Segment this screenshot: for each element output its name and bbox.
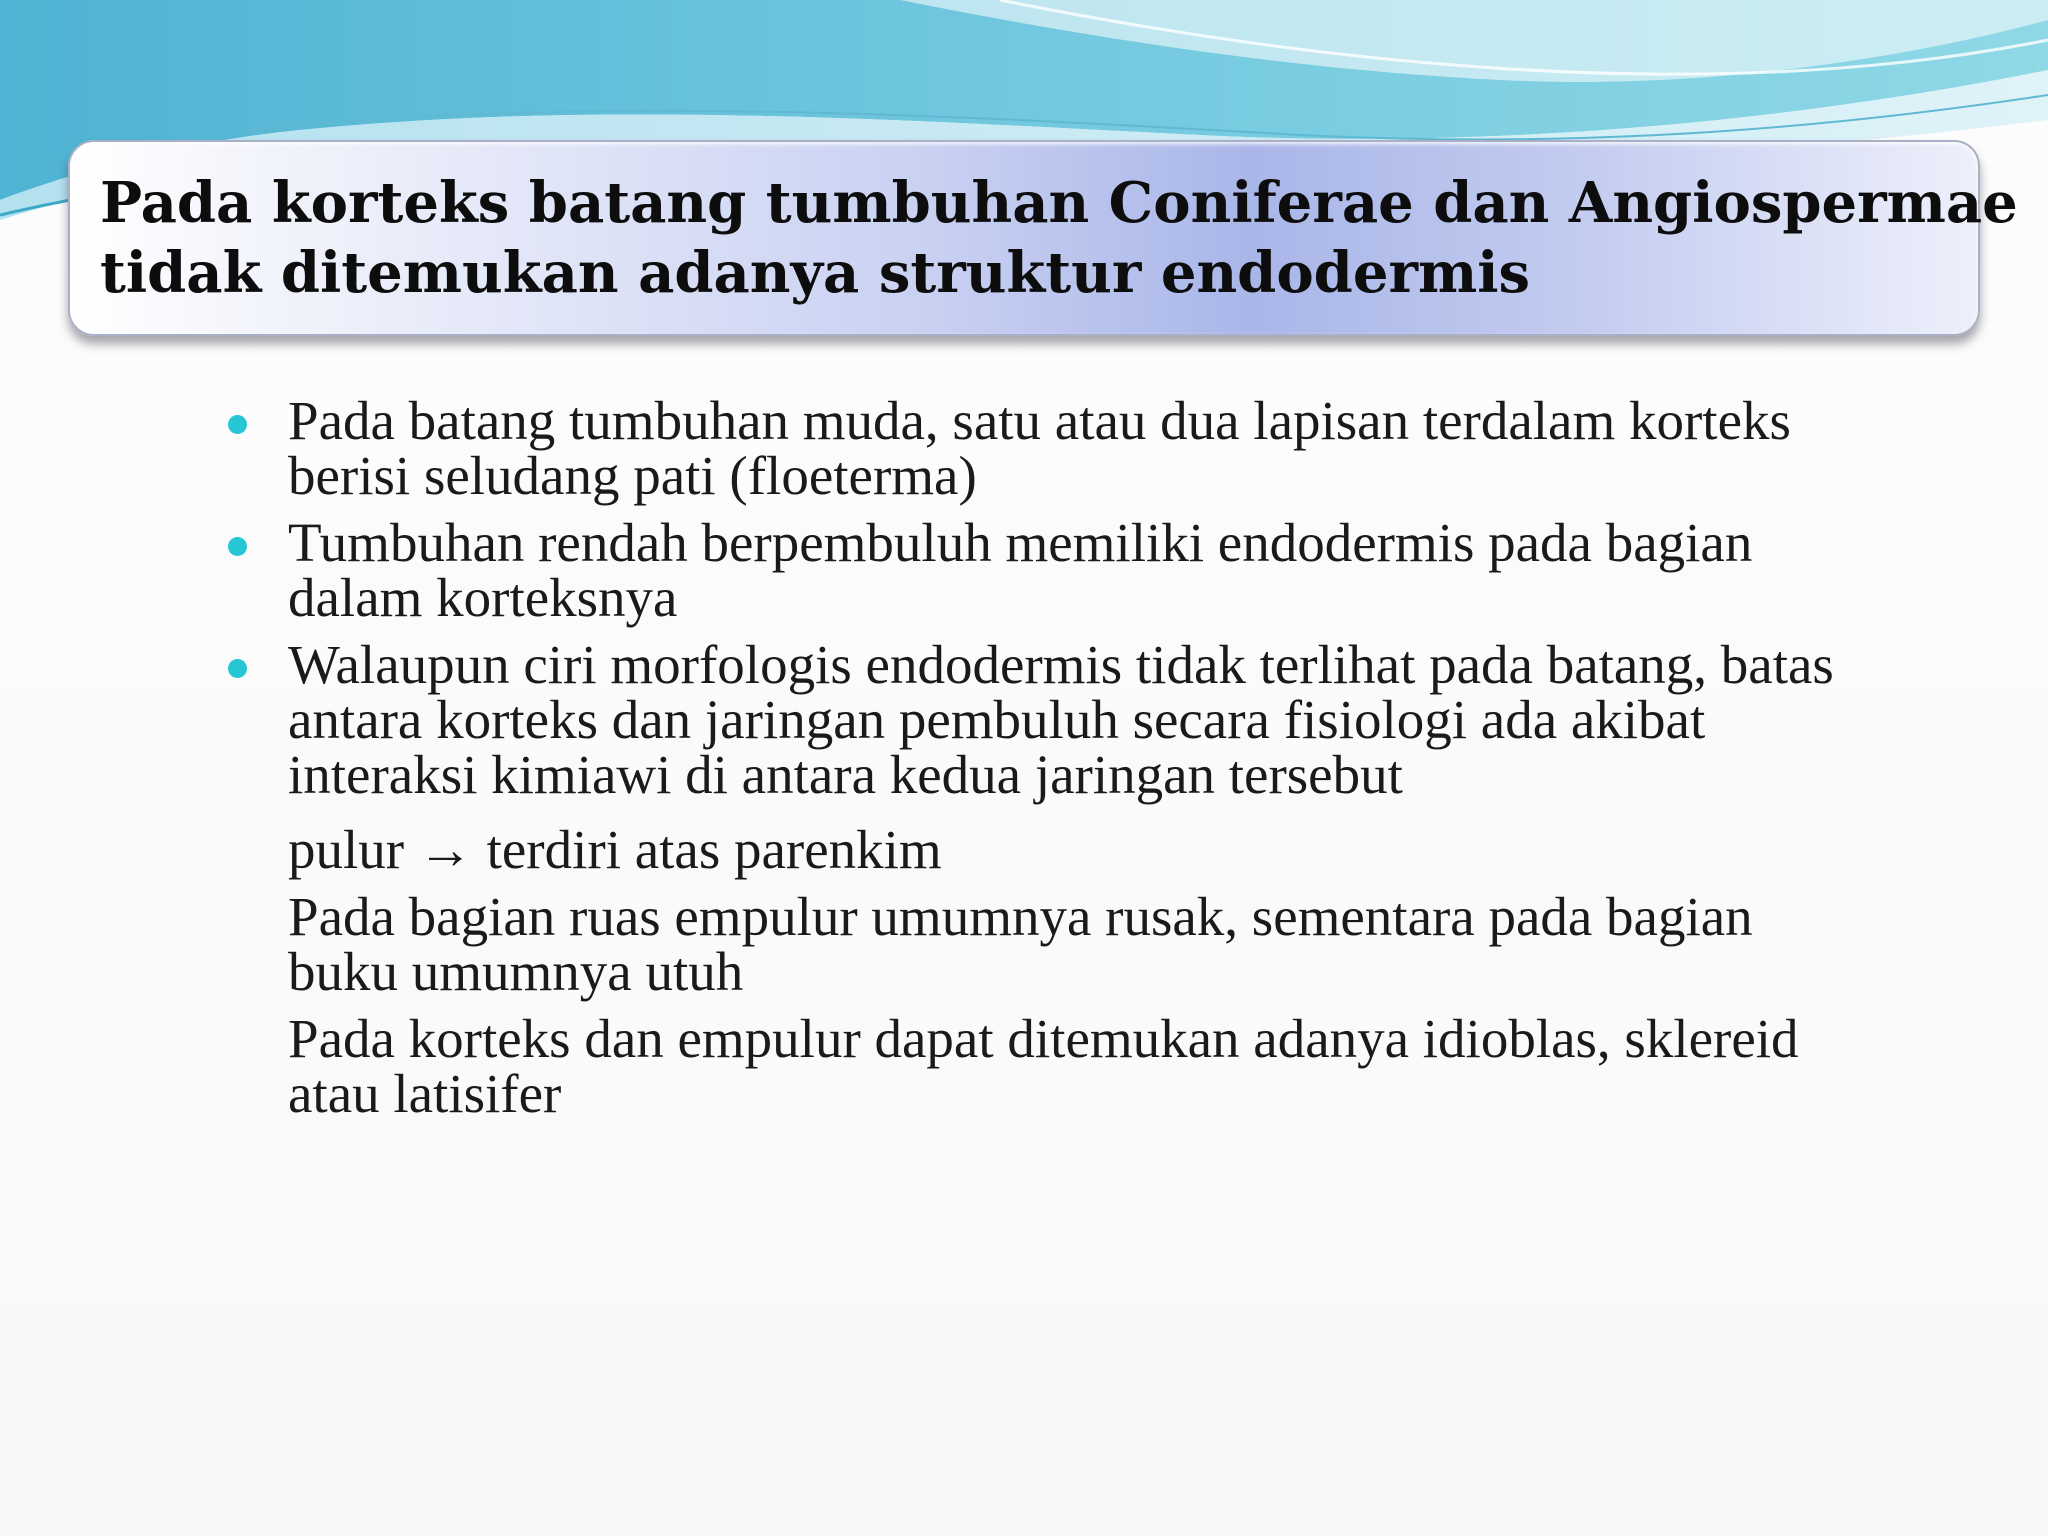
bullet-text-line: Walaupun ciri morfologis endodermis tidak terlihat pada batang, batas — [288, 634, 1834, 695]
paragraph-item — [228, 1008, 2028, 1124]
paragraph-text-line: atau latisifer — [288, 1063, 562, 1124]
paragraph-text-line: pulur → terdiri atas parenkim — [288, 819, 942, 880]
bullet-item — [228, 512, 2028, 628]
bullet-item — [228, 390, 2028, 506]
bullet-text-line: Tumbuhan rendah berpembuluh memiliki endodermis pada bagian — [288, 512, 1753, 573]
paragraph-item — [228, 819, 2028, 880]
bullet-text-line: Pada batang tumbuhan muda, satu atau dua lapisan terdalam korteks — [288, 390, 1791, 451]
slide-body — [228, 390, 2028, 1133]
bullet-item — [228, 634, 2028, 805]
paragraph-text-line: buku umumnya utuh — [288, 941, 744, 1002]
slide-title-line-1: Pada korteks batang tumbuhan Coniferae dan Angiospermae — [100, 170, 2018, 236]
bullet-dot-icon — [228, 659, 247, 678]
bullet-text-line: antara korteks dan jaringan pembuluh secara fisiologi ada akibat — [288, 689, 1706, 750]
bullet-text-line: interaksi kimiawi di antara kedua jaringan tersebut — [288, 744, 1403, 805]
paragraph-item — [228, 886, 2028, 1002]
bullet-text-line: dalam korteksnya — [288, 567, 678, 628]
bullet-text-line: berisi seludang pati (floeterma) — [288, 445, 977, 506]
bullet-dot-icon — [228, 415, 247, 434]
bullet-dot-icon — [228, 537, 247, 556]
paragraph-text-line: Pada bagian ruas empulur umumnya rusak, sementara pada bagian — [288, 886, 1753, 947]
paragraph-text-line: Pada korteks dan empulur dapat ditemukan adanya idioblas, sklereid — [288, 1008, 1799, 1069]
slide-title-line-2: tidak ditemukan adanya struktur endodermis — [100, 240, 1531, 306]
title-box — [68, 140, 2018, 336]
slide-title — [100, 168, 2018, 308]
